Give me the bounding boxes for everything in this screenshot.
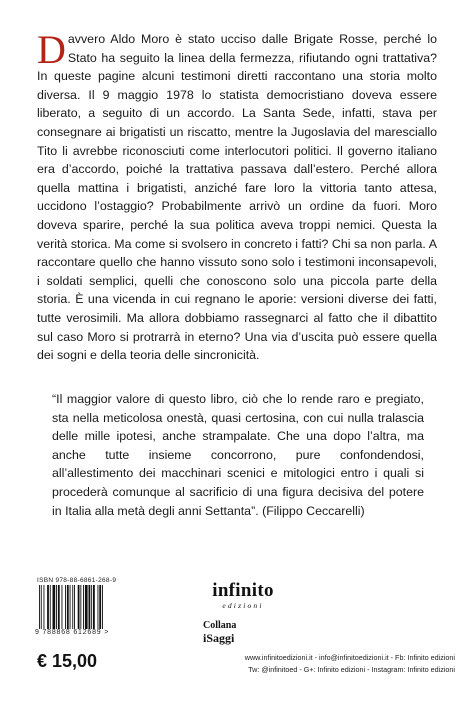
barcode-bar xyxy=(72,585,73,629)
barcode-bar xyxy=(74,585,75,629)
barcode-bar xyxy=(102,585,103,629)
review-quote xyxy=(52,390,424,520)
collana-label: Collana xyxy=(203,620,237,631)
barcode-bar xyxy=(41,585,42,629)
publisher-name: infinito xyxy=(212,580,274,601)
publisher-logo xyxy=(203,581,283,610)
synopsis-paragraph: avvero Aldo Moro è stato ucciso dalle Brigate Rosse, perché lo Stato ha seguito la linea della fermezza, rifiutando ogni trattativa? In queste pagine alcuni testimoni diretti raccontano una storia molto diversa. Il 9 maggio 1978 lo statista democristiano doveva essere liberato, a seguito di un accordo. La Santa Sede, infatti, stava per consegnare ai brigatisti un riscatto, mentre la Jugoslavia del maresciallo Tito li avrebbe riconosciuti come interlocutori politici. Il governo italiano era d’accordo, poiché la trattativa passava dall’estero. Perché allora quella mattina i brigatisti, anziché fare loro la vittoria tanto attesa, uccidono l’ostaggio? Probabilmente arrivò un ordine da fuori. Moro doveva sparire, perché la sua politica aveva troppi nemici. Questa la verità storica. Ma come si svolsero in concreto i fatti? Chi sa non parla. A raccontare quello che hanno vissuto sono solo i testimoni inconsapevoli, i soldati semplici, quelli che conoscono solo una piccola parte della storia. È una vicenda in cui regnano le aporie: versioni diverse dei fatti, tutte verosimili. Ma allora dobbiamo rassegnarci al fatto che il dibattito sul caso Moro si protrarrà in eterno? Una via d’uscita può essere quella dei sogni e della teoria delle sincronicità. xyxy=(37,32,437,363)
barcode-bar xyxy=(53,585,56,629)
series-name: iSaggi xyxy=(203,631,235,645)
barcode-bar xyxy=(58,585,60,629)
publisher-subtitle: edizioni xyxy=(222,601,264,610)
barcode-bar xyxy=(83,585,84,629)
barcode-bar xyxy=(65,585,66,629)
isbn-label: ISBN 978-88-6861-268-9 xyxy=(37,577,117,584)
barcode-bar xyxy=(67,585,69,629)
barcode-digits: 9 788868 612689 > xyxy=(35,629,110,636)
barcode-graphic xyxy=(37,585,131,629)
drop-cap-letter: D xyxy=(37,27,66,72)
barcode-bar xyxy=(98,585,99,629)
contacts-line-1: www.infinitoedizioni.it - info@infinitoedizioni.it - Fb: Infinito edizioni xyxy=(244,653,455,662)
price-label: € 15,00 xyxy=(37,651,98,671)
barcode-bar xyxy=(50,585,51,629)
synopsis-text xyxy=(37,27,437,365)
barcode-bar xyxy=(99,585,101,629)
barcode-bar xyxy=(70,585,71,629)
barcode-bar xyxy=(89,585,91,629)
barcode-bar xyxy=(93,585,95,629)
barcode-bar xyxy=(62,585,63,629)
barcode-bar xyxy=(39,585,40,629)
barcode-bar xyxy=(78,585,80,629)
barcode-bar xyxy=(56,585,57,629)
barcode-bar xyxy=(91,585,92,629)
review-quote-text: “Il maggior valore di questo libro, ciò che lo rende raro e pregiato, sta nella meticolosa onestà, quasi certosina, con cui nulla tralascia delle mille ipotesi, anche strampalate. Che una dopo l’altra, ma anche tutte insieme concorrono, pure confondendosi, all’allestimento dei macchinari scenici e mitologici entro i quali si procederà comunque al sacrificio di una figura decisiva del potere in Italia alla metà degli anni Settanta”. (Filippo Ceccarelli) xyxy=(52,392,424,518)
barcode-bar xyxy=(80,585,81,629)
barcode-bar xyxy=(85,585,88,629)
barcode-bar xyxy=(44,585,45,629)
barcode-bar xyxy=(47,585,49,629)
contacts-line-2: Tw: @infinitoed - G+: Infinito edizioni - Instagram: Infinito edizioni xyxy=(248,665,455,674)
publisher-contacts xyxy=(155,652,455,676)
